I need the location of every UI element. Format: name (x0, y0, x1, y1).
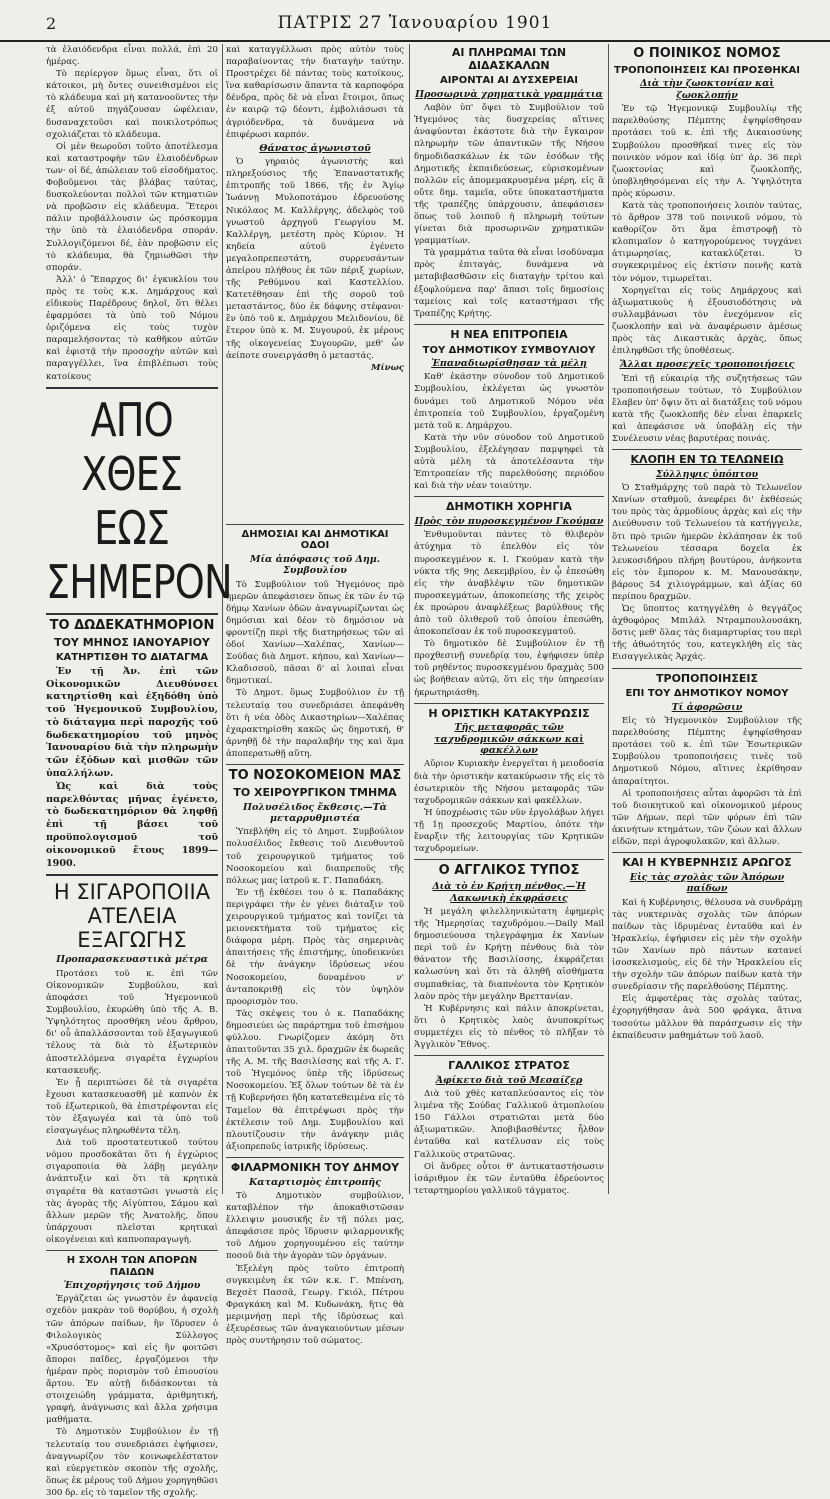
kicker: Διὰ τὸ ἐν Κρήτῃ πένθος.—Ἡ Λακωνικὴ ἐκφράσεις (432, 881, 586, 904)
kicker: Σύλληψις ὑπόπτου (655, 468, 759, 480)
column-rule (222, 44, 223, 1194)
kicker: Ἀφίκετο διὰ τοῦ Μεσαίζερ (435, 1074, 583, 1086)
article-text: Ἐνθυμοῦνται πάντες τὸ θλιβερὸν ἀτύχημα τὸ ἐπελθὸν εἰς τὸν πυροσκεγμένον κ. Ι. Γκούμαν κατὰ τὴν νύκτα τῆς 9ης Δεκεμβρίου, ἐν ᾧ ἐπεσώθη εἰς τὴν ἀναβλέψιν τῶν δημοτικῶν πυροσκεγμάτων, ἀποκοπείσης τῆς χειρὸς ἐκ προώρου ἀναφλέξεως βαρύλθους τῆς ἀπὸ τοῦ ὀλιθεροῦ τοῦ ὁποίου ἐπεσώθη, ἀποκοπεῖσαν ἐκ τοῦ πυροσκεγματοῦ. (414, 530, 604, 638)
subheadline: ΤΡΟΠΟΠΟΙΗΣΕΙΣ ΚΑΙ ΠΡΟΣΘΗΚΑΙ (614, 64, 800, 76)
article-text: Ἐργάζεται ὡς γνωστὸν ἐν ἀφανείᾳ σχεδὸν μακρὰν τοῦ θορύβου, ἡ σχολὴ τῶν ἀπόρων παίδων, ἣν ἵδρυσεν ὁ Φιλολογικὸς Σύλλογος «Χρυσόστομος» καὶ εἰς ἣν φοιτῶσι ἄποροι παῖδες, ἐργαζόμενοι τὴν ἡμέραν πρὸς πορισμὸν τοῦ ἐπιουσίου ἄρτου. Ἐν αὐτῇ διδάσκονται τὰ στοιχειώδη γράμματα, ἀριθμητική, γραφή, ἀνάγνωσις καὶ ἄλλα χρήσιμα μαθήματα. (46, 1294, 218, 1426)
article-text: Ὑπεβλήθη εἰς τὸ Δημοτ. Συμβούλιον πολυσέλιδος ἔκθεσις τοῦ Διευθυντοῦ τοῦ χειρουργικοῦ τμήματος τοῦ Νοσοκομείου καὶ διαπρεποῦς τῆς πόλεως μας ἰατροῦ κ. Γ. Παπαδάκη. (226, 827, 404, 886)
kicker: Τί ἀφορῶσιν (671, 701, 743, 713)
divider (226, 764, 404, 765)
article-text: Ὁ γηραιὸς ἀγωνιστὴς καὶ πληρεξούσιος τῆς Ἐπαναστατικῆς ἐπιτροπῆς τοῦ 1866, τῆς ἐν Ἀγίῳ Ἰωάννῃ Μυλοποτάμου ἑδρευούσης Νικόλαος Μ. Καλλέργης, ἀδελφὸς τοῦ γνωστοῦ ἀρχηγοῦ Γεωργίου Μ. Καλλέργη, μετέστη πρὸς Κύριον. Ἡ κηδεία αὐτοῦ ἐγένετο μεγαλοπρεπεστάτη, συρρευσάντων ἀπείρου πλήθους ἐκ τῶν πέριξ χωρίων, τῆς Ρεθύμνου καὶ Καστελλίου. Κατετέθησαν ἐπὶ τῆς σοροῦ τοῦ μεταστάντος, δύο ἐκ δάφνης στέφανοι· ἓν ὑπὸ τοῦ κ. Δημάρχου Μελιδονίου, δὲ ἕτερον ὑπὸ κ. Μ. Συγουρού, ἐκ μέρους τῆς οἰκογενείας Συγουρῶν, μεθ' ὧν ἀείποτε συνειργάσθη ὁ μεταστάς. (226, 157, 404, 361)
headline: ΓΑΛΛΙΚΟΣ ΣΤΡΑΤΟΣ (448, 1059, 570, 1073)
divider (414, 324, 604, 325)
headline: ΦΙΛΑΡΜΟΝΙΚΗ ΤΟΥ ΔΗΜΟΥ (230, 1160, 400, 1174)
divider (414, 496, 604, 497)
headline: ΑΙ ΠΛΗΡΩΜΑΙ ΤΩΝ ΔΙΔΑΣΚΑΛΩΝ (451, 46, 567, 72)
article-text: Αὔριον Κυριακὴν ἐνεργεῖται ἡ μειοδοσία διὰ τὴν ὁριστικὴν κατακύρωσιν τῆς εἰς τὸ ἐσωτερικὸν τῆς Νήσου μεταφορᾶς τῶν ταχυδρομικῶν σάκκων καὶ φακέλλων. (414, 759, 604, 806)
kicker: Θάνατος ἀγωνιστοῦ (259, 142, 371, 154)
article-text: Οἱ ἄνδρες οὗτοι θ' ἀντικαταστήσωσιν ἰσάριθμον ἐκ τῶν ἐνταῦθα ἐδρεύοντος τεταρτημορίου γαλλικοῦ τάγματος. (414, 1161, 604, 1196)
column-4 (612, 44, 802, 1194)
article-text: Τὸ Δημοτ. ὅμως Συμβούλιον ἐν τῇ τελευταίᾳ του συνεδριάσει ἀπεφάνθη ὅτι ἡ νέα ὁδὸς Δικαστηρίων—Χαλέπας ἐχαρακτηρίσθη κακῶς ὡς δημοτική, θ' ἀρνηθῇ δὲ τὴν παραλαβήν της καὶ ἅμα ἀποπερατωθῇ αὕτη. (226, 688, 404, 759)
headline: Η ΟΡΙΣΤΙΚΗ ΚΑΤΑΚΥΡΩΣΙΣ (428, 706, 590, 720)
kicker: Ἐπαναδιωρίσθησαν τὰ μέλη (431, 358, 587, 369)
kicker: Διὰ τὴν ζωοκτονίαν καὶ ζωοκλοπήν (639, 78, 775, 101)
kicker: Ἄλλαι προσεχεῖς τροποποιήσεις (619, 359, 795, 371)
kicker: Καταρτισμὸς ἐπιτροπῆς (249, 1176, 381, 1188)
article-text: Χορηγεῖται εἰς τοὺς Δημάρχους καὶ ἀξιωματικοὺς ἡ ἐξουσιοδότησις νὰ συλλαμβάνωσι τὸν ἐνεχόμενον εἰς ζωοκλοπὴν καὶ νὰ ἀναφέρωσιν ἀμέσως πρὸς τὰς Δικαστικὰς ἀρχὰς, ὅπως ἐπιληφθῶσι τῆς ὑποθέσεως. (612, 285, 802, 357)
column-3 (414, 44, 604, 1194)
divider (226, 524, 404, 525)
article-text: Αἱ τροποποιήσεις αὗται ἀφορῶσι τὰ ἐπὶ τοῦ διοικητικοῦ καὶ οἰκονομικοῦ μέρους τῶν Δήμων, περὶ τῶν φόρων ἐπὶ τῶν ἀκινήτων κτημάτων, τῶν ζώων καὶ ἄλλων εἰδῶν, περὶ ἀγροφυλακῶν, καὶ ἄλλων. (612, 788, 802, 848)
article-text: Διὰ τοῦ προστατευτικοῦ τούτου νόμου προσδοκᾶται ὅτι ἡ ἐγχώριος σιγαροποιία θὰ λάβῃ μεγάλην ἀνάπτυξιν καὶ ὅτι τὰ κρητικὰ σιγαρέτα θὰ καταστῶσι γνωστὰ εἰς τὰς ἀγορὰς τῆς Αἰγύπτου, Σάμου καὶ ἄλλων μερῶν τῆς Ἀνατολῆς, ὅπου ὑπάρχουσι πλεῖσται κρητικαὶ οἰκογένειαι καὶ καπνοπαραγωγὴ. (46, 1138, 218, 1245)
kicker: ΚΑΤΗΡΤΙΣΘΗ ΤΟ ΔΙΑΤΑΓΜΑ (55, 652, 209, 664)
column-1 (46, 44, 232, 1498)
article-text: Ἐν ᾗ περιπτώσει δὲ τὰ σιγαρέτα ἔχουσι κατασκευασθῆ μὲ καπνὸν ἐκ τοῦ ἐξωτερικοῦ, θὰ ἐπιστρέφονται εἰς τὸν ἐξαγωγέα καὶ τὰ ὑπὸ τοῦ εἰσαγωγέως πληρωθέντα τέλη. (46, 1077, 218, 1137)
divider (46, 1250, 218, 1251)
article-text: Ἐν τῇ ἐκθέσει του ὁ κ. Παπαδάκης περιγράφει τὴν ἐν γένει διάταξιν τοῦ χειρουργικοῦ τμήματος καὶ τονίζει τὰ μειονεκτήματα τοῦ τμήματος εἰς διάφορα μέρη. Πρὸς τὰς σημερινὰς ἀπαιτήσεις τῆς ἐπιστήμης, ὑποδεικνύει δὲ τὴν ἀνάγκην ἱδρύσεως νέου Νοσοκομείου, δυναμένου ν' ἀνταποκριθῇ εἰς τὸν ὑψηλὸν προορισμὸν του. (226, 887, 404, 1007)
article-text: Τὰ γραμμάτια ταῦτα θὰ εἶναι ἰσοδύναμα πρὸς ἐπιταγάς, δυνάμενα νὰ μεταβιβασθῶσιν εἰς διαταγὴν τρίτου καὶ ἐξοφλούμενα παρ' ἅπασι τοῖς δημοσίοις ταμείοις καὶ τοῖς καταστήμασι τῆς Τραπέζης Κρήτης. (414, 248, 604, 319)
newspaper-title: ΠΑΤΡΙΣ 27 Ἰανουαρίου 1901 (277, 13, 553, 33)
article-text: Οἱ μὲν θεωροῦσι τοῦτο ἀποτέλεσμα καὶ καταστροφὴν τῶν ἐλαιοδένδρων των· οἱ δέ, ἀπώλειαν τοῦ εἰσοδήματος. Φοβοῦμενοι τὰς βλάβας ταύτας, δυσκολεύονται πολλοὶ τῶν κτηματιῶν νὰ προβῶσιν εἰς κλάδευμα. Ἕτεροι πάλιν προβάλλουσιν ὡς πρόσκομμα τὴν ὑπὸ τὰ ἐλαιόδενδρα σποράν. Συλλογιζόμενοι δέ, ἐὰν προβῶσιν εἰς τὸ κλάδευμα, θὰ ζημιωθῶσι τὴν σποράν. (46, 141, 218, 273)
article-text: Τὰς σκέψεις του ὁ κ. Παπαδάκης δημοσιεύει ὡς παράρτημα τοῦ ἐπισήμου φύλλου. Γνωρίζομεν ἀκόμη ὅτι ἀπαιτοῦνται 35 χιλ. δραχμῶν ἐκ δωρεᾶς τῆς Α. Μ. τῆς Βασιλίσσης καὶ τῆς Α. Γ. τοῦ Ἡγεμόνος ὑπὲρ τῆς ἱδρύσεως Νοσοκομείου. Ἐξ ὅλων τούτων δὲ τὰ ἐν τῇ Κυβερνήσει ἤδη κατατεθειμένα εἰς τὸ Ταμεῖον θὰ ἐπιτρέψωσι πρὸς τὴν ἐκτέλεσιν τοῦ Δημ. Συμβουλίου καὶ πλουτίζουσιν τὴν ἀνάγκην μιᾶς ἀξιοπρεποῦς ἰατρικῆς ἱδρύσεως. (226, 1008, 404, 1152)
headline: Ο ΠΟΙΝΙΚΟΣ ΝΟΜΟΣ (633, 46, 781, 61)
kicker: Μία ἀπόφασις τοῦ Δημ. Συμβουλίου (249, 553, 381, 577)
article-text: Καθ' ἑκάστην σύνοδον τοῦ Δημοτικοῦ Συμβουλίου, ἐκλέγεται ὡς γνωστὸν δυνάμει τοῦ Δημοτικοῦ Νόμου νέα ἐπιτροπεία τοῦ Συμβουλίου, ἐργαζομένη μετὰ τοῦ κ. Δημάρχου. (414, 372, 604, 431)
divider (46, 387, 218, 389)
article-text: Ἡ ὑποχρέωσις τῶν νῦν ἐργολάβων λήγει τῇ 1ῃ προσεχοῦς Μαρτίου, ὁπότε τὴν ἔναρξιν τῆς λειτουργίας τῶν Κρητικῶν ταχυδρομείων. (414, 807, 604, 855)
kicker: Προσωρινὰ χρηματικὰ γραμμάτια (415, 88, 603, 100)
article-text: Εἰς τὸ Ἡγεμονικὸν Συμβούλιον τῆς παρελθούσης Πέμπτης ἐψηφίσθησαν προτάσει τοῦ κ. ἐπὶ τῶν Ἐσωτερικῶν Συμβούλου τροποποιήσεις τινὲς τοῦ Δημοτικοῦ Νόμου, αἵτινες ἐκρίθησαν ἀπαραίτητοι. (612, 716, 802, 787)
divider (414, 1055, 604, 1056)
divider (46, 874, 218, 876)
article-text: Ὡς ὕποπτος κατηγγέλθη ὁ θεγγάζος ἀχθοφόρος Μπιλάλ Ντραμπουλουσάκη, ὅστις μεθ' ὅλας τὰς διαμαρτυρίας του περὶ τῆς ἀθωότητός του, κατεγκλήθη εἰς τὰς Εισαγγελικὰς Ἀρχάς. (612, 604, 802, 663)
column-rule (409, 44, 410, 1194)
headline: ΤΟ ΔΩΔΕΚΑΤΗΜΟΡΙΟΝ (49, 617, 215, 633)
article-text: καὶ καταγγέλλωσι πρὸς αὐτὸν τοὺς παραβαίνοντας τὴν διαταγὴν ταύτην. Προστρέχει δὲ πάντας τοὺς κατοίκους, ἵνα καθαρίσωσιν ἅπαντα τὰ καρποφόρα δένδρα, πρὸς δὲ νὰ εἶναι ἕτοιμοι, ὅπως ἐν καιρῷ τῷ δέοντι, ἐμβολιάσωσι τὰ ἀγριόδενδρα, τὰ δυνάμενα νὰ ἐπιφέρωσι καρπόν. (226, 45, 404, 140)
section-banner: ΑΠΟ ΧΘΕΣ ΕΩΣ ΣΗΜΕΡΟΝ (46, 392, 232, 609)
article-text: Ὡς καὶ διὰ τοὺς παρελθόντας μῆνας ἐγένετο, τὸ δωδεκατημόριον θὰ ληφθῇ ἐπὶ τῇ βάσει τοῦ προϋπολογισμοῦ τοῦ οἰκονομικοῦ ἔτους 1899—1900. (46, 780, 218, 869)
headline: Η ΣΧΟΛΗ ΤΩΝ ΑΠΟΡΩΝ ΠΑΙΔΩΝ (66, 1255, 198, 1278)
kicker: Εἰς τὰς σχολὰς τῶν Ἀπόρων παίδων (629, 871, 785, 895)
divider (414, 859, 604, 860)
article-text: Ἡ Κυβέρνησις καὶ πάλιν ἀποκρίνεται, ὅτι ὁ Κρητικὸς λαὸς ἀνυποκρίτως συμμετέχει εἰς τὸ πένθος τὸ πλῆξαν τὸ Ἀγγλικὸν Ἔθνος. (414, 1003, 604, 1050)
signature: Μίνως (370, 362, 404, 373)
column-rule (608, 44, 609, 1194)
article-text: Διὰ τοῦ χθὲς καταπλεύσαντος εἰς τὸν λιμένα τῆς Σούδας Γαλλικοῦ ἀτμοπλοίου 150 Γάλλοι στρατιῶται μετὰ δύο ἀξιωματικῶν. Ἀποβιβασθέντες ἦλθον ἐνταῦθα καὶ κατέλυσαν εἰς τοὺς Γαλλικοὺς στρατῶνας. (414, 1089, 604, 1160)
masthead (0, 0, 830, 42)
headline: ΔΗΜΟΤΙΚΗ ΧΟΡΗΓΙΑ (446, 500, 572, 514)
subheadline: ΤΟΥ ΜΗΝΟΣ ΙΑΝΟΥΑΡΙΟΥ (54, 635, 210, 649)
kicker: Ἐπιχορήγησις τοῦ Δήμου (63, 1280, 201, 1291)
article-text: Κατὰ τὴν νῦν σύνοδον τοῦ Δημοτικοῦ Συμβουλίου, ἐξελέγησαν παμψηφεὶ τὰ αὐτὰ μέλη τὰ ἀποτελέσαντα τὴν Ἐπιτροπείαν τῆς παρελθούσης περιόδου καὶ διὰ τὴν νέαν τοιαύτην. (414, 432, 604, 492)
article-text: Ἀλλ' ὁ Ἔπαρχος δι' ἐγκυκλίου του πρὸς τε τοὺς κ.κ. Δημάρχους καὶ εἰδικοὺς Παρέδρους δηλοῖ, ὅτι θέλει ἐφαρμόσει τὰ ὑπὸ τοῦ Νόμου ὁριζόμενα εἰς τοὺς τυχὸν παραμελήσοντας τὸ καθῆκον αὐτῶν καὶ ἐφιστᾷ τὴν προσοχὴν αὐτῶν καὶ παραγγέλλει, ἵνα ἐπιβλέπωσι τοὺς κατοίκους (46, 274, 218, 382)
subheadline: ΑΙΡΟΝΤΑΙ ΑΙ ΔΥΣΧΕΡΕΙΑΙ (439, 75, 579, 87)
headline: Η ΣΙΓΑΡΟΠΟΙΙΑ (53, 880, 211, 905)
article-text: Ἐν τῇ Ἀν. ἐπὶ τῶν Οἰκονομικῶν Διευθύνσει κατηρτίσθη καὶ ἐξηδόθη ὑπὸ τοῦ Ἡγεμονικοῦ Συμβουλίου, τὸ διάταγμα περὶ παροχῆς τοῦ δωδεκατημορίου τοῦ μηνὸς Ἰανουαρίου διὰ τὴν πληρωμὴν τῶν ἐξόδων καὶ μισθῶν τῶν ὑπαλλήλων. (46, 665, 218, 780)
article-text: Ἐξελέγη πρὸς τοῦτο ἐπιτροπὴ συγκειμένη ἐκ τῶν κ.κ. Γ. Μπένση, Βεχσὲτ Πασσᾶ, Γεωργ. Γκιόλ, Πέτρου Φραγκάκη καὶ Μ. Κυδωνάκη, ἥτις θὰ μεριμνήσῃ περὶ τῆς ἱδρύσεως καὶ ἐξευρέσεως τῶν ἀναγκαιούντων μέσων πρὸς συντήρησιν τοῦ σώματος. (226, 1263, 404, 1347)
article-text: Καὶ ἡ Κυβέρνησις, θέλουσα νὰ συνδράμῃ τὰς νυκτερινὰς σχολὰς τῶν ἀπόρων παίδων τὰς ἱδρυμένας ἐνταῦθα καὶ ἐν Ἡρακλείῳ, ἐψήφισεν εἰς μὲν τὴν σχολὴν τῶν Χανίων πρὸ πάντων κατανεί ἰσοσκελισμοὺς, εἰς δὲ τὴν Ἡρακλείου εἰς τὴν σχολὴν τῶν ἀπόρων παίδων κατὰ τὴν συνεδρίασιν τῆς παρελθούσης Πέμπτης. (612, 897, 802, 993)
headline: Ο ΑΓΓΛΙΚΟΣ ΤΥΠΟΣ (438, 863, 580, 879)
divider (226, 1157, 404, 1158)
article-text: τὰ ἐλαιόδενδρα εἶναι πολλά, ἐπὶ 20 ἡμέρας. (46, 45, 218, 68)
article-text: Τὸ δημοτικὸν δὲ Συμβούλιον ἐν τῇ προχθεσινῇ συνεδρίᾳ του, ἐψήφισεν ὑπὲρ τοῦ ρηθέντος πυροσκεγμένου δραχμὰς 500 ὡς βοήθειαν αὐτῷ, ὅτι εἰς τὴν ὑπηρεσίαν ἠκρωτηριάσθη. (414, 639, 604, 698)
kicker: Πρὸς τὸν πυροσκεγμένον Γκούμαν (414, 515, 604, 527)
headline: ΤΡΟΠΟΠΟΙΗΣΕΙΣ (656, 671, 758, 685)
subheadline: ΤΟΥ ΔΗΜΟΤΙΚΟΥ ΣΥΜΒΟΥΛΙΟΥ (422, 344, 596, 356)
article-text: Τὸ περίεργον ὅμως εἶναι, ὅτι οἱ κάτοικοι, μὴ ὄντες συνειθισμένοι εἰς τὸ κλάδευμα καὶ μὴ κατανοοῦντες τὴν ἐξ αὐτοῦ πηγάζουσαν ὠφέλειαν, δυσαναχετοῦσι καὶ ποικιλοτρόπως σχολιάζεται τὸ κλάδευμα. (46, 69, 218, 140)
headline: ΤΟ ΝΟΣΟΚΟΜΕΙΟΝ ΜΑΣ (228, 768, 402, 784)
divider (46, 613, 218, 615)
article-text: Ὁ Σταθμάρχης τοῦ παρὰ τὸ Τελωνεῖον Χανίων σταθμοῦ, ἀνεφέρει δι' ἐκθέσεώς του πρὸς τὰς ἁρμοδίους ἀρχὰς καὶ εἰς τὴν Διεύθυνσιν τοῦ Τελωνείου τὰ κατήγγειλε, ὅτι πρὸ τριῶν ἡμερῶν ἐκλάπησαν ἐκ τοῦ Τελωνείου τέσσαρα δοχεῖα ἐκ λευκοσιδήρου πλήρη βουτύρου, ἀνήκοντα εἰς τὸν ἔμπορον κ. Μ. Μανουσάκην, βάρους 54 χιλιογράμμων, καὶ ἀξίας 60 περίπου δραχμῶν. (612, 483, 802, 603)
subheadline: ΤΟ ΧΕΙΡΟΥΡΓΙΚΟΝ ΤΜΗΜΑ (233, 785, 397, 799)
headline: Η ΝΕΑ ΕΠΙΤΡΟΠΕΙΑ (450, 327, 568, 341)
article-text: Λαβὸν ὑπ' ὄψει τὸ Συμβούλιον τοῦ Ἡγεμόνος τὰς δυσχερείας αἵτινες ἀναφύονται ἑκάστοτε διὰ τὴν ἔγκαιρον πληρωμὴν τῶν ἀπαντικῶν τῆς Νήσου δημοδιδασκάλων ἐκ τῶν ἐσόδων τῆς Δημοτικῆς ἐκπαιδεύσεως, εὑρισκομένων πολλῶν εἰς ἀπομεμακρυσμένα μέρη, εἰς ἃ οὔτε δημ. ταμεῖα, οὔτε ὑποκαταστήματα τῆς τραπέζης ὑπάρχουσιν, ἀπεφάσισεν ὅπως τοῦ λοιποῦ ἡ πληρωμὴ τούτων γίνεται διὰ προσωρινῶν χρηματικῶν γραμματίων. (414, 103, 604, 247)
headline: ΚΑΙ Η ΚΥΒΕΡΝΗΣΙΣ ΑΡΩΓΟΣ (622, 856, 792, 870)
kicker: Προπαρασκευαστικὰ μέτρα (56, 954, 208, 966)
subheadline: ΑΤΕΛΕΙΑ ΕΞΑΓΩΓΗΣ (77, 904, 187, 953)
kicker: Πολυσέλιδος ἔκθεσις.—Τὰ μεταρρυθμιστέα (243, 801, 387, 824)
kicker: Τῆς μεταφορᾶς τῶν ταχυδρομικῶν σάκκων καὶ φακέλλων (434, 722, 584, 757)
subheadline: ΕΠΙ ΤΟΥ ΔΗΜΟΤΙΚΟΥ ΝΟΜΟΥ (625, 688, 789, 700)
divider (612, 449, 802, 450)
column-2 (226, 44, 404, 1347)
article-text: Κατὰ τὰς τροποποιήσεις λοιπὸν ταύτας, τὸ ἄρθρον 378 τοῦ ποινικοῦ νόμου, τὸ καθορίζον ὅτι ἅμα ἐπιστροφῇ τὸ κλοπιμαῖον ὁ κατηγορούμενος τυγχάνει ἀτιμωρησίας, κατακλύζεται. Ὁ συγκεκριμένος εἰς ἐκτίσιν ποινῆς κατὰ τὸν νόμον, τιμωρεῖται. (612, 200, 802, 284)
article-text: Τὸ Δημοτικὸν συμβούλιον, καταβλέπον τὴν ἀποκαθιστῶσαν ἔλλειψιν μουσικῆς ἐν τῇ πόλει μας, ἀπεφάσισε πρὸς ἵδρυσιν φιλαρμονικῆς τοῦ Δήμου χορηγουμένου εἰς ταύτην ποσοῦ διὰ τὴν ἀγορὰν τῶν ὀργάνων. (226, 1190, 404, 1262)
divider (414, 703, 604, 704)
article-text: Τὸ Δημοτικὸν Συμβούλιον ἐν τῇ τελευταίᾳ του συνεδριάσει ἐψήφισεν, ἀναγνωρίζον τὸν κοινωφελέστατον καὶ εὐεργετικὸν σκοπὸν τῆς σχολῆς, ὅπως ἐκ μέρους τοῦ Δήμου χορηγηθῶσι 300 δρ. εἰς τὸ ταμεῖον τῆς σχολῆς. (46, 1427, 218, 1498)
article-text: Ἐν τῷ Ἡγεμονικῷ Συμβουλίῳ τῆς παρελθούσης Πέμπτης ἐψηφίσθησαν προτάσει τοῦ κ. ἐπὶ τῆς Δικαιοσύνης Συμβούλου προσθῆκαί τινες εἰς τὸν ποινικὸν νόμον καὶ ἰδίᾳ ὑπ' ἀρ. 36 περὶ ζωοκτονίας καὶ ζωοκλοπῆς, ὑποβληθησόμεναι εἰς τὴν Α. Ὑψηλότητα πρὸς κύρωσιν. (612, 104, 802, 199)
divider (612, 852, 802, 853)
article-text: Προτάσει τοῦ κ. ἐπὶ τῶν Οἰκονομικῶν Συμβούλου, καὶ ἀποφάσει τοῦ Ἡγεμονικοῦ Συμβουλίου, ἐκυρώθη ὑπὸ τῆς Α. Β. Ὑψηλότητος προσθήκη νέου ἄρθρου, δι' οὗ ἀπαλλάσσονται τοῦ ἐξαγωγικοῦ τέλους τὰ διὰ τὸ ἐξωτερικὸν ἀποστελλόμενα σιγαρέτα ἐγχωρίου κατασκευῆς. (46, 968, 218, 1076)
article-text: Ἐπὶ τῇ εὐκαιρίᾳ τῆς συζητήσεως τῶν τροποποιήσεων τούτων, τὸ Συμβούλιον ἔλαβεν ὑπ' ὄψιν ὅτι αἱ διατάξεις τοῦ νόμου κατὰ τῆς ζωοκλοπῆς δὲν εἶναι ἐπαρκεῖς καὶ ἀπεφάσισε νὰ ὑποβάλῃ εἰς τὴν Συνέλευσιν νέας βαρυτέρας ποινάς. (612, 373, 802, 445)
article-text: Τὸ Συμβούλιον τοῦ Ἡγεμόνος πρὸ ἡμερῶν ἀπεφάσισεν ὅπως ἐκ τῶν ἐν τῷ δήμῳ Χανίων ὁδῶν ἀναγνωρίζωνται ὡς δημόσιαι καὶ δέον τὸ δημόσιον νὰ φροντίζῃ περὶ τῆς διατηρήσεως τῶν αἱ ὁδοί Χανίων—Χαλέπας, Χανίων—Σούδας διὰ Δημοτ. κήπου, καὶ Χανίων—Κλαδισσοῦ, πᾶσαι δ' αἱ λοιπαὶ εἶναι δημοτικαί. (226, 579, 404, 687)
page-number: 2 (46, 14, 57, 33)
article-text: Εἰς ἀμφοτέρας τὰς σχολὰς ταύτας, ἐχορηγήθησαν ἀνὰ 500 φράγκα, ἅτινα τοσούτω μᾶλλον θὰ παράσχωσιν εἰς τὴν ἐκπαίδευσιν μαθημάτων τοῦ λαοῦ. (612, 994, 802, 1041)
headline: ΚΛΟΠΗ ΕΝ ΤΩ ΤΕΛΩΝΕΙΩ (630, 453, 784, 467)
divider (612, 668, 802, 669)
article-text: Ἡ μεγάλη φιλελληνικώτατη ἐφημερὶς τῆς Ἡμερησίας ταχυδρόμου.—Daily Mail δημοσιεύουσα τηλεγράφημα ἐκ Χανίων περὶ τοῦ ἐν Κρήτῃ πένθους διὰ τὸν θάνατον τῆς Βασιλίσσης, ἐκφράζεται καλωσύνη καὶ ὅτι τὰ ἀληθῆ αἰσθήματα συμπαθείας, τὰ διαπνέοντα τὸν Κρητικὸν λαὸν πρὸς τὴν μεγάλην Βρεττανίαν. (414, 906, 604, 1002)
headline: ΔΗΜΟΣΙΑΙ ΚΑΙ ΔΗΜΟΤΙΚΑΙ ΟΔΟΙ (241, 528, 389, 552)
